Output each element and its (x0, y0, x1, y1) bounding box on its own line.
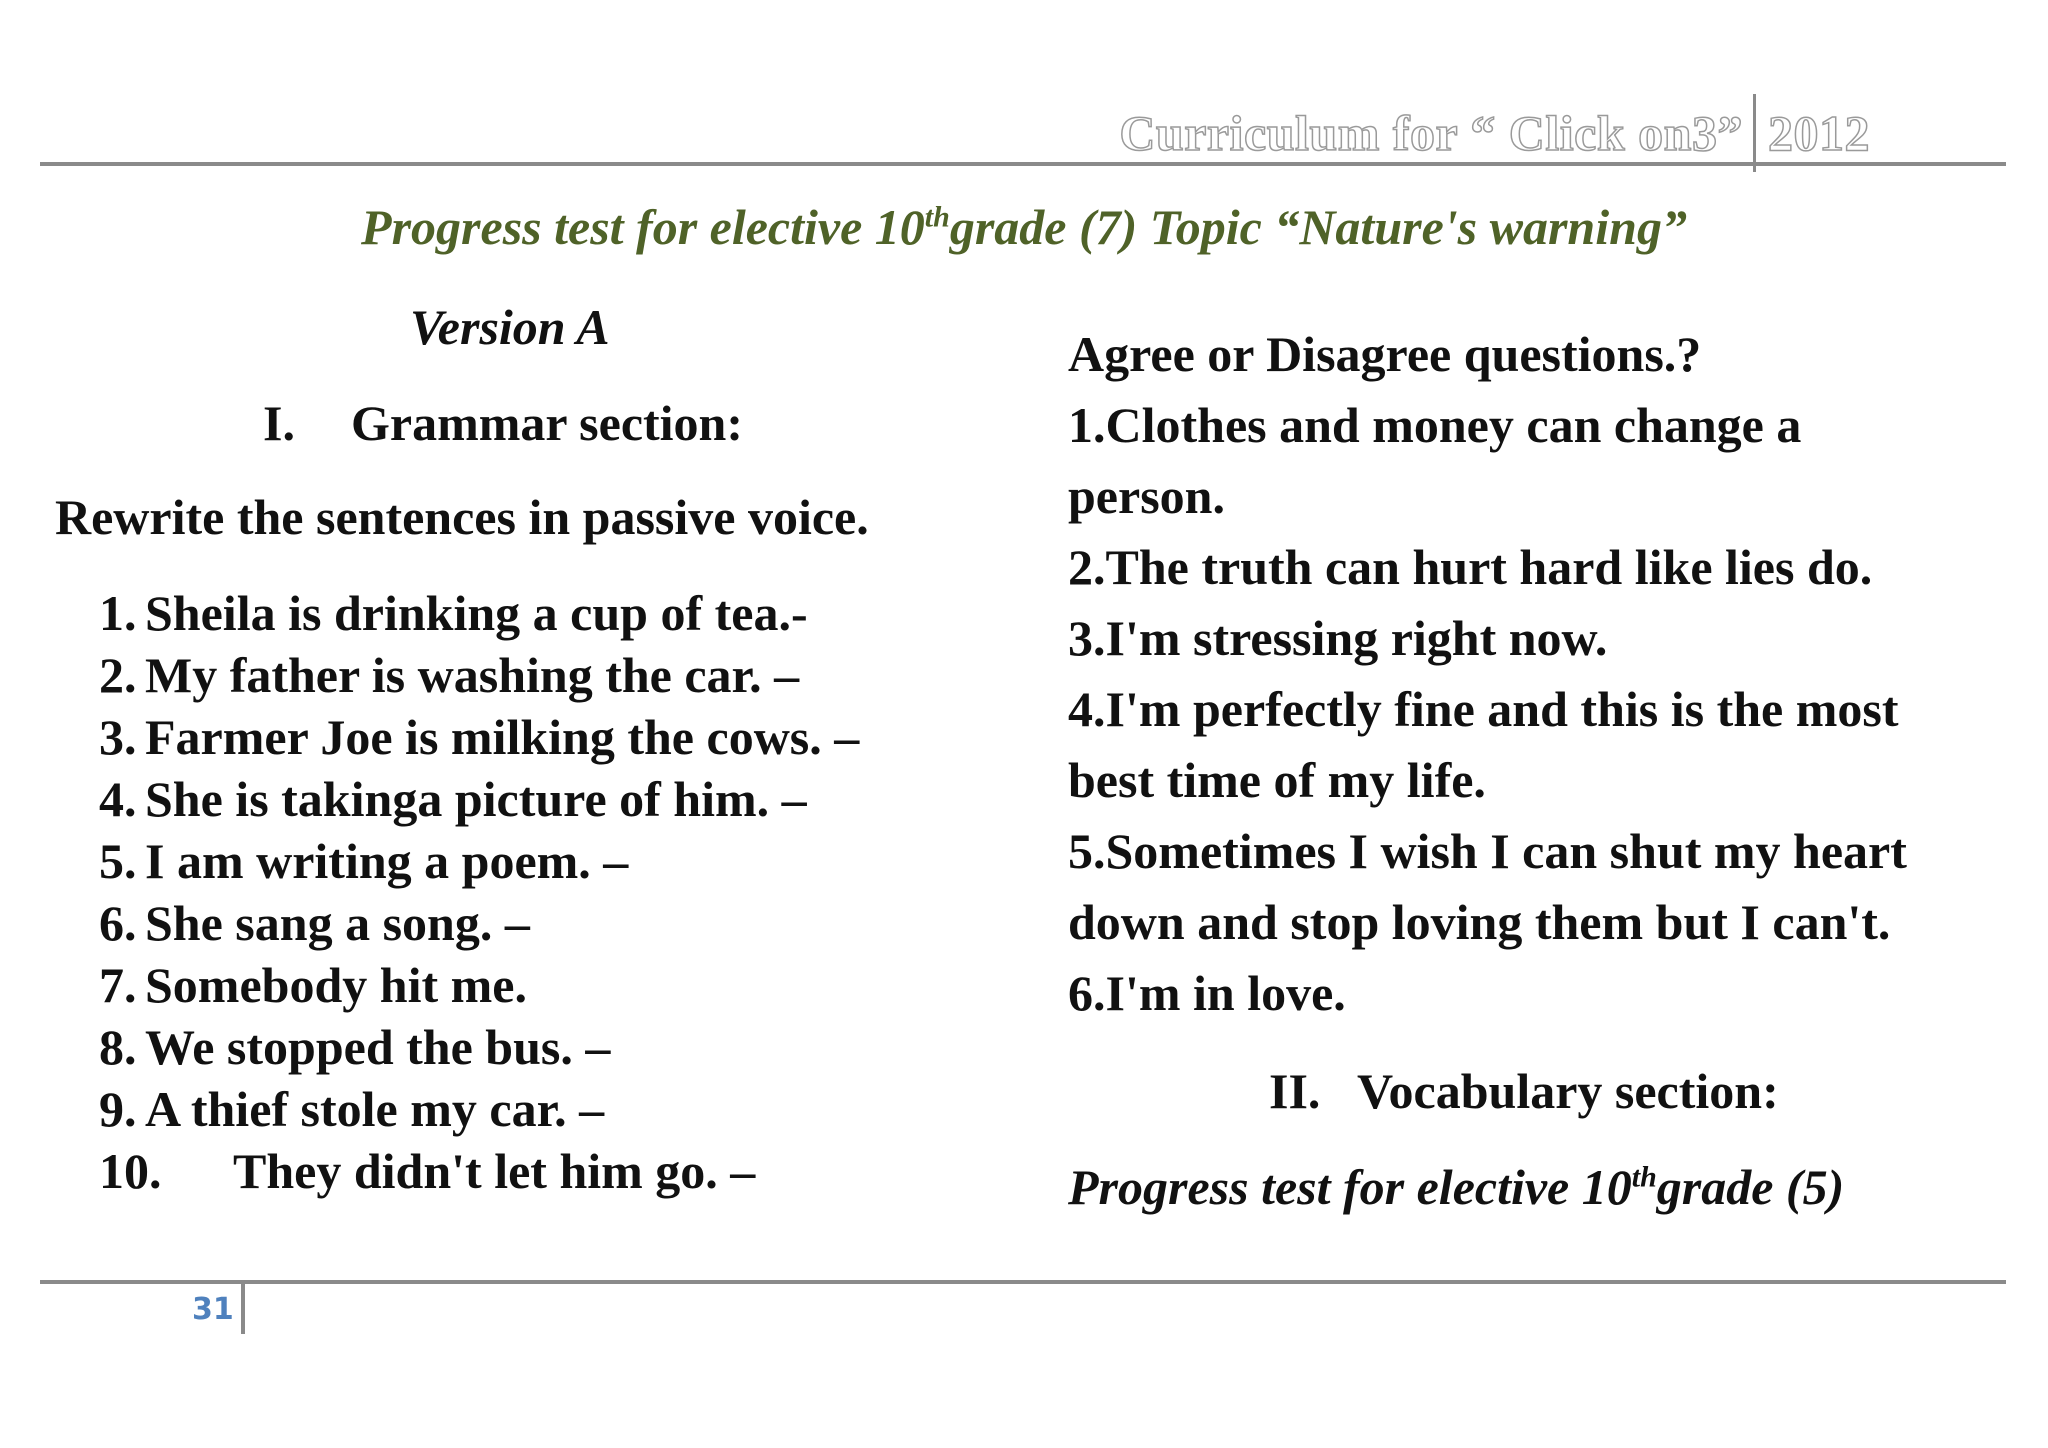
right-column (1068, 318, 2008, 1215)
statement-line: 4.I'm perfectly fine and this is the most (1068, 681, 1899, 737)
list-item (99, 1078, 859, 1140)
item-number: 10. (99, 1143, 162, 1199)
vocabulary-section-heading (1269, 1062, 1779, 1120)
item-number: 7. (99, 957, 137, 1013)
statement-line: 1.Clothes and money can change a (1068, 397, 1802, 453)
statement-line: 2.The truth can hurt hard like lies do. (1068, 539, 1873, 595)
sentence-list (99, 582, 859, 1202)
header-separator (1753, 94, 1756, 172)
statement-line: down and stop loving them but I can't. (1068, 894, 1891, 950)
item-text: She sang a song. – (145, 895, 530, 951)
subtitle-text-rest: grade (5) (1656, 1159, 1845, 1215)
statement-line: person. (1068, 468, 1225, 524)
item-number: 6. (99, 895, 137, 951)
page-number: 31 (192, 1292, 234, 1327)
item-text: A thief stole my car. – (145, 1081, 605, 1137)
section-title: Grammar section: (351, 395, 744, 451)
footer-rule (40, 1280, 2006, 1284)
grammar-section-heading (263, 394, 743, 452)
title-text: Progress test for elective 10 (361, 199, 925, 255)
list-item (99, 954, 859, 1016)
page-header (0, 0, 2048, 170)
vocabulary-subtitle (1068, 1158, 1844, 1216)
list-item (99, 1140, 859, 1202)
item-text: We stopped the bus. – (145, 1019, 611, 1075)
subtitle-superscript: th (1631, 1160, 1657, 1194)
item-number: 3. (99, 709, 137, 765)
version-label: Version A (410, 299, 610, 355)
item-number: 5. (99, 833, 137, 889)
section-numeral: II. (1269, 1063, 1321, 1119)
instruction: Rewrite the sentences in passive voice. (55, 489, 869, 545)
header-rule (40, 162, 2006, 166)
item-text: My father is washing the car. – (145, 647, 800, 703)
item-number: 9. (99, 1081, 137, 1137)
item-text: I am writing a poem. – (145, 833, 629, 889)
item-number: 2. (99, 647, 137, 703)
subtitle-text: Progress test for elective 10 (1068, 1159, 1632, 1215)
item-number: 8. (99, 1019, 137, 1075)
list-item (99, 582, 859, 644)
header-year: 2012 (1768, 105, 1870, 161)
statement-line: 5.Sometimes I wish I can shut my heart (1068, 823, 1907, 879)
list-item (99, 706, 859, 768)
footer-separator (241, 1284, 245, 1334)
title-text-rest: grade (7) Topic “Nature's warning” (949, 199, 1687, 255)
item-text: She is takinga picture of him. – (145, 771, 807, 827)
list-item (99, 1016, 859, 1078)
item-number: 1. (99, 585, 137, 641)
item-text: Sheila is drinking a cup of tea.- (145, 585, 808, 641)
item-text: Somebody hit me. (145, 957, 527, 1013)
title-superscript: th (924, 200, 950, 234)
page-title (0, 198, 2048, 256)
section-numeral: I. (263, 395, 295, 451)
curriculum-title: Curriculum for “ Click on3” (1119, 105, 1743, 161)
list-item (99, 830, 859, 892)
statement-line: best time of my life. (1068, 752, 1486, 808)
item-number: 4. (99, 771, 137, 827)
statement-line: 6.I'm in love. (1068, 965, 1346, 1021)
running-header (1119, 98, 1870, 168)
item-text: They didn't let him go. – (233, 1143, 756, 1199)
item-text: Farmer Joe is milking the cows. – (145, 709, 860, 765)
statement-line: 3.I'm stressing right now. (1068, 610, 1608, 666)
agree-disagree-heading: Agree or Disagree questions.? (1068, 326, 1702, 382)
list-item (99, 892, 859, 954)
list-item (99, 644, 859, 706)
list-item (99, 768, 859, 830)
section-title: Vocabulary section: (1357, 1063, 1779, 1119)
